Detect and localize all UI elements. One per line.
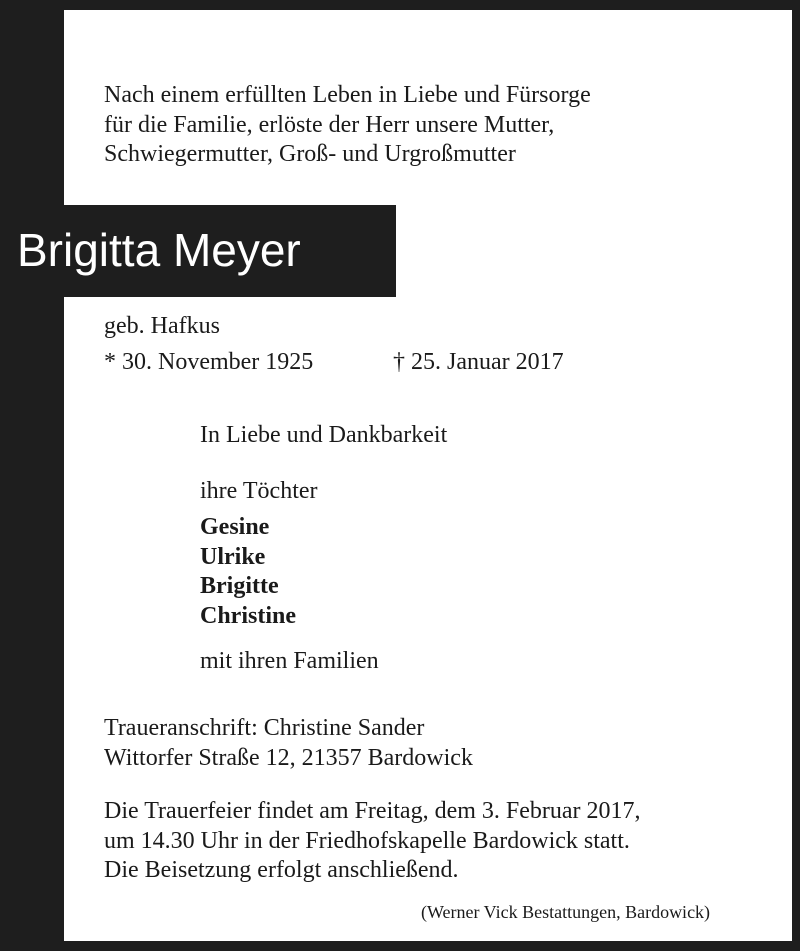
intro-line: für die Familie, erlöste der Herr unsere Mutter, [104, 111, 555, 138]
daughter-name: Ulrike [200, 543, 266, 570]
intro-line: Schwiegermutter, Groß- und Urgroßmutter [104, 141, 516, 167]
undertaker-credit: (Werner Vick Bestattungen, Bardowick) [421, 902, 711, 922]
mourners-families: mit ihren Familien [200, 648, 379, 674]
daughters-list [200, 513, 296, 631]
daughter-name: Brigitte [200, 573, 279, 599]
service-line: Die Beisetzung erfolgt anschließend. [104, 857, 459, 883]
mourners-intro: In Liebe und Dankbarkeit [200, 422, 448, 448]
address-line: Wittorfer Straße 12, 21357 Bardowick [104, 744, 473, 771]
mourners-relation: ihre Töchter [200, 478, 318, 504]
address-line: Traueranschrift: Christine Sander [104, 715, 425, 741]
deceased-name: Brigitta Meyer [17, 224, 301, 276]
intro-text [104, 81, 591, 170]
service-line: um 14.30 Uhr in der Friedhofskapelle Bardowick statt. [104, 827, 630, 854]
intro-line: Nach einem erfüllten Leben in Liebe und Fürsorge [104, 82, 591, 108]
birth-date: * 30. November 1925 [104, 349, 314, 375]
daughter-name: Gesine [200, 514, 270, 540]
mourning-address [104, 714, 473, 773]
service-line: Die Trauerfeier findet am Freitag, dem 3. Februar 2017, [104, 798, 641, 824]
death-date: † 25. Januar 2017 [393, 349, 564, 375]
service-info [104, 797, 641, 886]
maiden-name: geb. Hafkus [104, 313, 220, 339]
daughter-name: Christine [200, 602, 296, 629]
